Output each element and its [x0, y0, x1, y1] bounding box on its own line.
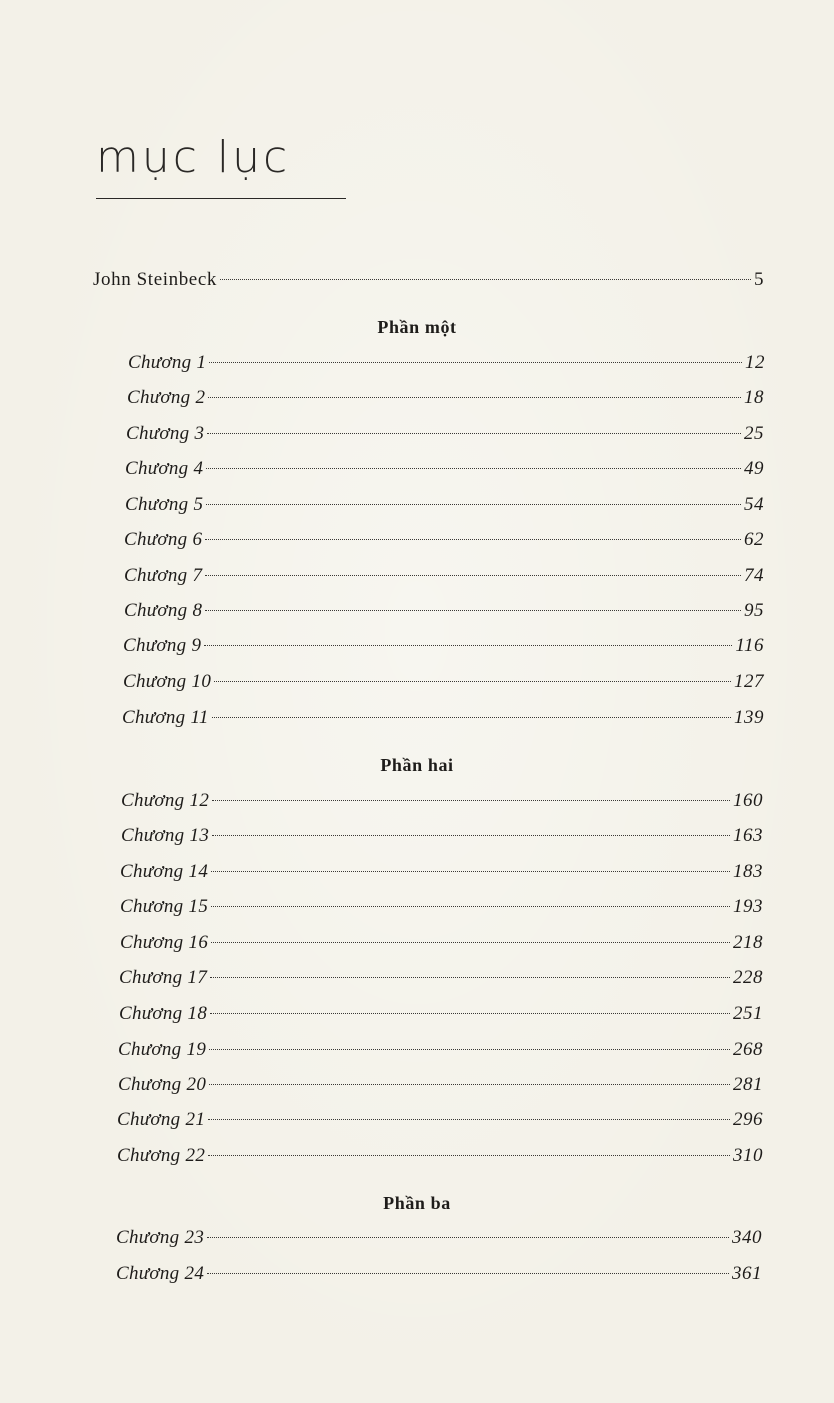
- toc-entry-page: 268: [733, 1039, 763, 1060]
- toc-entry-chapter-23[interactable]: [116, 1224, 762, 1252]
- dot-leader: [208, 1119, 730, 1120]
- dot-leader: [206, 504, 741, 505]
- toc-entry-page: 12: [745, 352, 765, 373]
- toc-entry-label: Chương 15: [120, 896, 209, 917]
- toc-entry-page: 310: [733, 1145, 763, 1166]
- toc-entry-label: John Steinbeck: [93, 269, 217, 290]
- dot-leader: [211, 871, 730, 872]
- toc-entry-chapter-4[interactable]: [125, 455, 764, 483]
- toc-entry-page: 296: [733, 1109, 763, 1130]
- toc-entry-page: 160: [733, 790, 763, 811]
- toc-entry-page: 251: [733, 1003, 763, 1024]
- title-underline: [96, 198, 346, 199]
- dot-leader: [207, 433, 741, 434]
- toc-entry-page: 95: [744, 600, 764, 621]
- toc-entry-chapter-16[interactable]: [120, 929, 763, 957]
- toc-entry-page: 54: [744, 494, 764, 515]
- dot-leader: [209, 1084, 730, 1085]
- toc-entry-chapter-3[interactable]: [126, 420, 764, 448]
- toc-entry-label: Chương 16: [120, 932, 209, 953]
- toc-entry-label: Chương 2: [127, 387, 206, 408]
- toc-entry-label: Chương 13: [121, 825, 210, 846]
- toc-entry-label: Chương 21: [117, 1109, 206, 1130]
- toc-entry-chapter-7[interactable]: [124, 562, 764, 590]
- toc-entry-label: Chương 22: [117, 1145, 206, 1166]
- toc-entry-page: 18: [744, 387, 764, 408]
- toc-entry-label: Chương 20: [118, 1074, 207, 1095]
- toc-entry-chapter-6[interactable]: [124, 526, 764, 554]
- toc-entry-label: Chương 5: [125, 494, 204, 515]
- dot-leader: [212, 717, 731, 718]
- toc-entry-chapter-20[interactable]: [118, 1071, 763, 1099]
- dot-leader: [205, 539, 741, 540]
- dot-leader: [207, 1237, 729, 1238]
- toc-entry-label: Chương 14: [120, 861, 209, 882]
- toc-entry-chapter-22[interactable]: [117, 1142, 763, 1170]
- toc-entry-page: 116: [735, 635, 764, 656]
- toc-entry-chapter-9[interactable]: [123, 632, 764, 660]
- toc-entry-chapter-2[interactable]: [127, 384, 764, 412]
- toc-entry-page: 25: [744, 423, 764, 444]
- toc-entry-chapter-8[interactable]: [124, 597, 764, 625]
- toc-entry-page: 281: [733, 1074, 763, 1095]
- toc-entry-label: Chương 7: [124, 565, 203, 586]
- toc-entry-label: Chương 24: [116, 1263, 205, 1284]
- toc-entry-chapter-15[interactable]: [120, 893, 763, 921]
- dot-leader: [210, 1013, 730, 1014]
- toc-entry-chapter-19[interactable]: [118, 1036, 763, 1064]
- toc-entry-label: Chương 17: [119, 967, 208, 988]
- dot-leader: [205, 575, 741, 576]
- toc-entry-label: Chương 4: [125, 458, 204, 479]
- dot-leader: [207, 1273, 729, 1274]
- toc-entry-page: 193: [733, 896, 763, 917]
- toc-entry-label: Chương 1: [128, 352, 207, 373]
- toc-entry-label: Chương 19: [118, 1039, 207, 1060]
- page-title: mục lục: [96, 132, 291, 183]
- toc-entry-page: 163: [733, 825, 763, 846]
- dot-leader: [214, 681, 731, 682]
- dot-leader: [209, 362, 742, 363]
- dot-leader: [211, 906, 730, 907]
- toc-entry-label: Chương 11: [122, 707, 209, 728]
- toc-entry-label: Chương 8: [124, 600, 203, 621]
- toc-entry-chapter-18[interactable]: [119, 1000, 763, 1028]
- toc-entry-page: 74: [744, 565, 764, 586]
- toc-entry-intro[interactable]: [93, 266, 764, 294]
- toc-entry-chapter-13[interactable]: [121, 822, 763, 850]
- dot-leader: [208, 397, 741, 398]
- toc-entry-page: 340: [732, 1227, 762, 1248]
- toc-entry-chapter-14[interactable]: [120, 858, 763, 886]
- toc-entry-chapter-24[interactable]: [116, 1260, 762, 1288]
- dot-leader: [210, 977, 730, 978]
- dot-leader: [205, 610, 741, 611]
- toc-entry-label: Chương 3: [126, 423, 205, 444]
- toc-entry-label: Chương 23: [116, 1227, 205, 1248]
- toc-entry-page: 5: [754, 269, 764, 290]
- toc-entry-chapter-12[interactable]: [121, 787, 763, 815]
- dot-leader: [211, 942, 730, 943]
- dot-leader: [204, 645, 732, 646]
- dot-leader: [209, 1049, 730, 1050]
- part-heading-3: Phần ba: [383, 1193, 451, 1213]
- toc-entry-chapter-11[interactable]: [122, 704, 764, 732]
- toc-entry-chapter-21[interactable]: [117, 1106, 763, 1134]
- toc-entry-label: Chương 6: [124, 529, 203, 550]
- toc-entry-chapter-10[interactable]: [123, 668, 764, 696]
- dot-leader: [208, 1155, 730, 1156]
- toc-entry-page: 127: [734, 671, 764, 692]
- toc-entry-page: 218: [733, 932, 763, 953]
- part-heading-2: Phần hai: [380, 755, 454, 775]
- toc-entry-chapter-5[interactable]: [125, 491, 764, 519]
- dot-leader: [220, 279, 751, 280]
- toc-entry-page: 361: [732, 1263, 762, 1284]
- toc-entry-label: Chương 9: [123, 635, 202, 656]
- toc-entry-page: 139: [734, 707, 764, 728]
- toc-entry-page: 183: [733, 861, 763, 882]
- dot-leader: [206, 468, 741, 469]
- toc-entry-label: Chương 18: [119, 1003, 208, 1024]
- dot-leader: [212, 835, 730, 836]
- part-heading-1: Phần một: [377, 317, 457, 337]
- toc-entry-chapter-17[interactable]: [119, 964, 763, 992]
- toc-entry-label: Chương 12: [121, 790, 210, 811]
- toc-entry-chapter-1[interactable]: [128, 349, 765, 377]
- toc-entry-page: 49: [744, 458, 764, 479]
- toc-entry-label: Chương 10: [123, 671, 212, 692]
- toc-entry-page: 228: [733, 967, 763, 988]
- toc-entry-page: 62: [744, 529, 764, 550]
- dot-leader: [212, 800, 730, 801]
